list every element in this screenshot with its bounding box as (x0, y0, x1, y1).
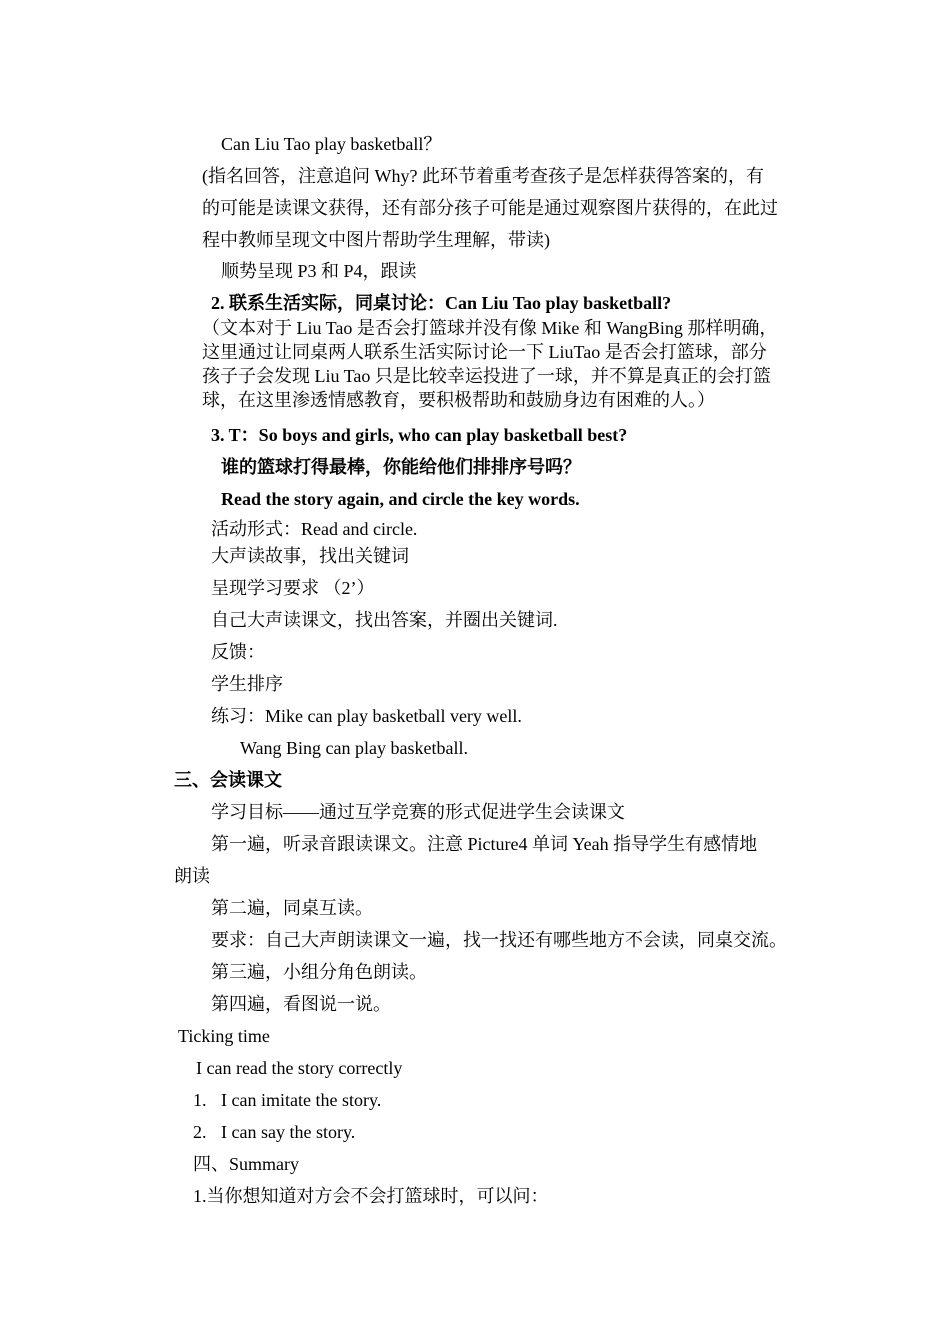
activity-step: 呈现学习要求 （2’） (211, 578, 375, 598)
activity-form: 活动形式：Read and circle. (211, 519, 418, 539)
reading-task: Read the story again, and circle the key words. (221, 489, 580, 509)
note-line: 球，在这里渗透情感教育，要积极帮助和鼓励身边有困难的人。） (202, 390, 715, 410)
practice-line: 练习：Mike can play basketball very well. (211, 706, 522, 726)
list-number: 2. (193, 1122, 207, 1142)
teacher-note-paragraph-2 (202, 316, 808, 412)
reading-requirement: 要求：自己大声朗读课文一遍，找一找还有哪些地方不会读，同桌交流。 (211, 930, 787, 950)
note-line: (指名回答，注意追问 Why? 此环节着重考查孩子是怎样获得答案的，有 (202, 166, 764, 186)
note-line: （文本对于 Liu Tao 是否会打篮球并没有像 Mike 和 WangBing 那样明确， (202, 318, 778, 338)
note-line: 程中教师呈现文中图片帮助学生理解，带读) (202, 230, 550, 250)
activity-step: 学生排序 (211, 674, 283, 694)
list-number: 1. (193, 1090, 207, 1110)
step-2-heading: 2. 联系生活实际，同桌讨论：Can Liu Tao play basketball? (211, 293, 672, 313)
ticking-time-heading: Ticking time (178, 1026, 270, 1046)
activity-step: 自己大声读课文，找出答案，并圈出关键词. (211, 610, 558, 630)
ticking-item: I can imitate the story. (221, 1090, 382, 1110)
practice-line: Wang Bing can play basketball. (240, 738, 468, 758)
reading-round-1-cont: 朗读 (174, 866, 210, 886)
feedback-label: 反馈： (211, 642, 265, 662)
section-4-heading: 四、Summary (193, 1154, 299, 1174)
ticking-item: I can read the story correctly (196, 1058, 403, 1078)
section-3-heading: 三、会读课文 (174, 770, 282, 790)
ranking-question: 谁的篮球打得最棒，你能给他们排排序号吗？ (221, 457, 581, 477)
reading-round-2: 第二遍，同桌互读。 (211, 898, 373, 918)
instruction-line: 顺势呈现 P3 和 P4，跟读 (221, 261, 417, 281)
reading-round-4: 第四遍，看图说一说。 (211, 994, 391, 1014)
ticking-item: I can say the story. (221, 1122, 356, 1142)
reading-round-3: 第三遍，小组分角色朗读。 (211, 962, 427, 982)
note-line: 孩子子会发现 Liu Tao 只是比较幸运投进了一球，并不算是真正的会打篮 (202, 366, 771, 386)
question-line: Can Liu Tao play basketball？ (221, 134, 442, 154)
activity-step: 大声读故事，找出关键词 (211, 546, 409, 566)
teacher-note-paragraph-1 (202, 164, 808, 252)
step-3-heading: 3. T：So boys and girls, who can play basketball best? (211, 425, 628, 445)
learning-goal: 学习目标——通过互学竞赛的形式促进学生会读课文 (211, 802, 625, 822)
reading-round-1: 第一遍，听录音跟读课文。注意 Picture4 单词 Yeah 指导学生有感情地 (211, 834, 758, 854)
note-line: 这里通过让同桌两人联系生活实际讨论一下 LiuTao 是否会打篮球，部分 (202, 342, 767, 362)
summary-item: 1.当你想知道对方会不会打篮球时，可以问： (193, 1186, 549, 1206)
note-line: 的可能是读课文获得，还有部分孩子可能是通过观察图片获得的，在此过 (202, 198, 778, 218)
